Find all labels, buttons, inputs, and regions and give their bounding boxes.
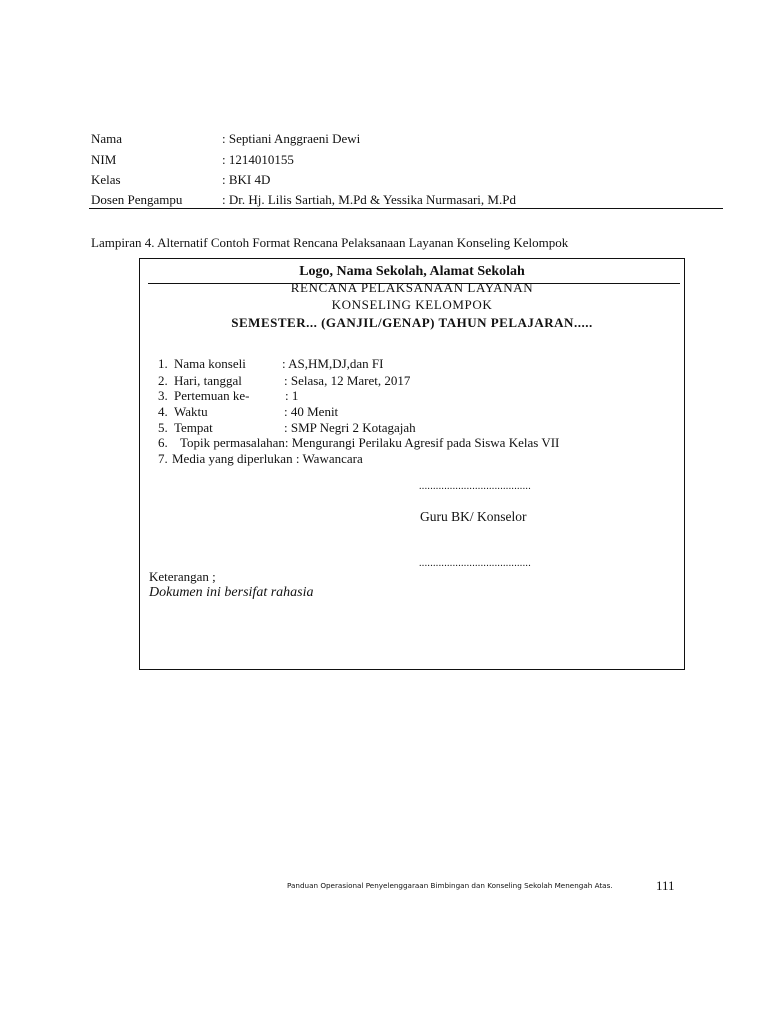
rpl-form-box (139, 258, 685, 670)
guru-bk-label: Guru BK/ Konselor (420, 509, 527, 524)
item-number: 3. (158, 388, 168, 403)
item-number: 2. (158, 373, 168, 388)
signature-dots-top: ........................................ (419, 481, 531, 492)
item-number: 5. (158, 420, 168, 435)
signature-dots-bottom: ........................................ (419, 558, 531, 569)
school-logo-line: Logo, Nama Sekolah, Alamat Sekolah (299, 264, 525, 279)
item-label: Media yang diperlukan : Wawancara (172, 451, 363, 466)
item-value: : 40 Menit (284, 404, 339, 419)
item-number: 7. (158, 451, 168, 466)
header-divider (89, 208, 723, 209)
item-value: : SMP Negri 2 Kotagajah (284, 420, 416, 435)
page-footer: Panduan Operasional Penyelenggaraan Bimbingan dan Konseling Sekolah Menengah Atas. (287, 881, 613, 890)
identity-value: : 1214010155 (222, 152, 294, 167)
identity-value: : BKI 4D (222, 172, 271, 187)
item-label: Hari, tanggal (174, 373, 242, 388)
item-label: Topik permasalahan: Mengurangi Perilaku Agresif pada Siswa Kelas VII (180, 435, 560, 450)
item-value: : Selasa, 12 Maret, 2017 (284, 373, 411, 388)
form-title-2: KONSELING KELOMPOK (331, 297, 493, 312)
item-number: 6. (158, 435, 168, 450)
item-label: Nama konseli (174, 356, 246, 371)
identity-value: : Dr. Hj. Lilis Sartiah, M.Pd & Yessika Nurmasari, M.Pd (222, 192, 516, 207)
item-value: : AS,HM,DJ,dan FI (282, 356, 384, 371)
item-label: Tempat (174, 420, 213, 435)
identity-label: Kelas (91, 172, 121, 187)
page-number: 111 (656, 878, 675, 893)
item-number: 4. (158, 404, 168, 419)
appendix-caption: Lampiran 4. Alternatif Contoh Format Rencana Pelaksanaan Layanan Konseling Kelompok (91, 235, 569, 250)
confidential-note: Dokumen ini bersifat rahasia (149, 585, 314, 600)
item-number: 1. (158, 356, 168, 371)
item-label: Waktu (174, 404, 208, 419)
keterangan-label: Keterangan ; (149, 569, 216, 584)
item-value: : 1 (285, 388, 299, 403)
form-title-1: RENCANA PELAKSANAAN LAYANAN (290, 280, 534, 295)
form-title-3: SEMESTER... (GANJIL/GENAP) TAHUN PELAJARAN..... (231, 315, 593, 330)
item-label: Pertemuan ke- (174, 388, 250, 403)
identity-label: Nama (91, 131, 123, 146)
identity-label: NIM (91, 152, 117, 167)
identity-label: Dosen Pengampu (91, 192, 183, 207)
identity-value: : Septiani Anggraeni Dewi (222, 131, 361, 146)
